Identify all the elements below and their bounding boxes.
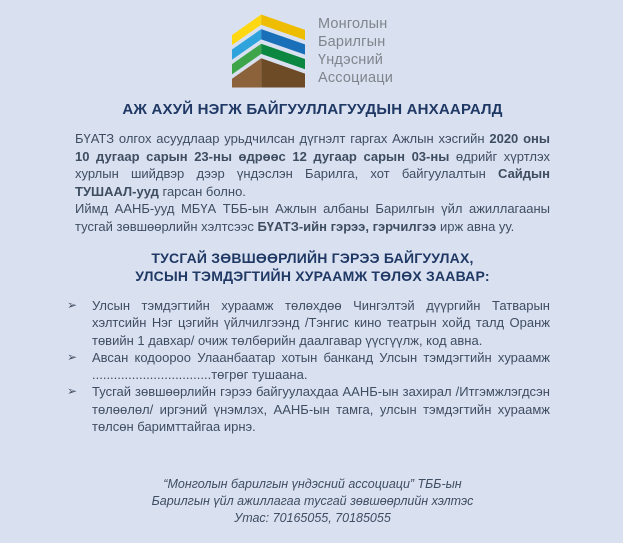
list-item [67, 383, 550, 435]
list-item [67, 297, 550, 349]
list-item-text: Тусгай зөвшөөрлийн гэрээ байгуулахдаа ААНБ-ын захирал /Итгэмжлэгдсэн төлөөлөл/ иргэний үнэмлэх, ААНБ-ын тамга, улсын тэмдэгтийн хураамж төлсөн баримттайгаа ирнэ. [92, 384, 550, 435]
logo-wordmark-line: Барилгын [317, 34, 386, 50]
text-segment: ирж авна уу. [439, 218, 515, 234]
bold-minister-order: Сайдын ТУШААЛ-ууд [75, 166, 550, 199]
page-title: АЖ АХУЙ НЭГЖ БАЙГУУЛЛАГУУДЫН АНХААРАЛД [122, 101, 503, 118]
text-segment: гарсан болно. [162, 183, 246, 199]
text-segment: БҮАТЗ олгох асуудлаар урьдчилсан дүгнэлт гаргах Ажлын хэсгийн [75, 131, 490, 146]
logo-wordmark-line: Ассоциаци [317, 70, 394, 86]
list-item-text: Улсын тэмдэгтийн хураамж төлөхдөө Чингэлтэй дүүргийн Татварын хэлтсийн Нэг цэгийн үйлчилгээнд /Тэнгис кино театрын хойд талд Оранж төвийн 1 давхар/ очиж төлбөрийн даалгавар үүсгүүлж, код авна. [92, 298, 550, 348]
logo-wordmark [318, 15, 393, 87]
instructions-heading-line-2: УЛСЫН ТЭМДЭГТИЙН ХУРААМЖ ТӨЛӨХ ЗААВАР: [135, 268, 490, 284]
bold-date-range: 2020 оны 10 дугаар сарын 23-ны өдрөөс 12 дугаар сарын 03-ны [75, 131, 550, 164]
intro-paragraph-1 [75, 130, 550, 200]
logo [75, 14, 550, 88]
list-item-text: Авсан кодоороо Улаанбаатар хотын банканд Улсын тэмдэгтийн хураамж .................................төгрөг тушаана. [92, 349, 550, 383]
footer-organization: “Монголын барилгын үндэсний ассоциаци” ТББ-ын [163, 477, 462, 492]
intro-section [75, 130, 550, 235]
logo-wordmark-line: Монголын [317, 16, 388, 32]
mba-chevron-logo-icon [232, 14, 305, 88]
arrow-bullet-icon: ➢ [67, 384, 78, 399]
instructions-heading [75, 249, 550, 285]
intro-paragraph-2 [75, 200, 550, 235]
instructions-list [67, 297, 550, 435]
arrow-bullet-icon: ➢ [67, 298, 78, 312]
logo-wordmark-line: Үндэсний [317, 52, 384, 68]
instructions-heading-line-1: ТУСГАЙ ЗӨВШӨӨРЛИЙН ГЭРЭЭ БАЙГУУЛАХ, [151, 250, 474, 266]
footer-department: Барилгын үйл ажиллагаа тусгай зөвшөөрлийн хэлтэс [151, 494, 474, 509]
text-segment: өдрийг хүртлэх хурлын шийдвэр дээр үндэслэн Барилга, хот байгуулалтын [75, 148, 550, 181]
text-segment: Иймд ААНБ-ууд МБҮА ТББ-ын Ажлын албаны Барилгын үйл ажиллагааны тусгай зөвшөөрлийн хэлтсээс [75, 201, 550, 234]
list-item [67, 349, 550, 384]
arrow-bullet-icon: ➢ [67, 349, 78, 364]
footer-phone: Утас: 70165055, 70185055 [234, 511, 391, 526]
bold-contract-certificate: БҮАТЗ-ийн гэрээ, гэрчилгээ [257, 218, 440, 234]
document-footer [75, 476, 550, 527]
